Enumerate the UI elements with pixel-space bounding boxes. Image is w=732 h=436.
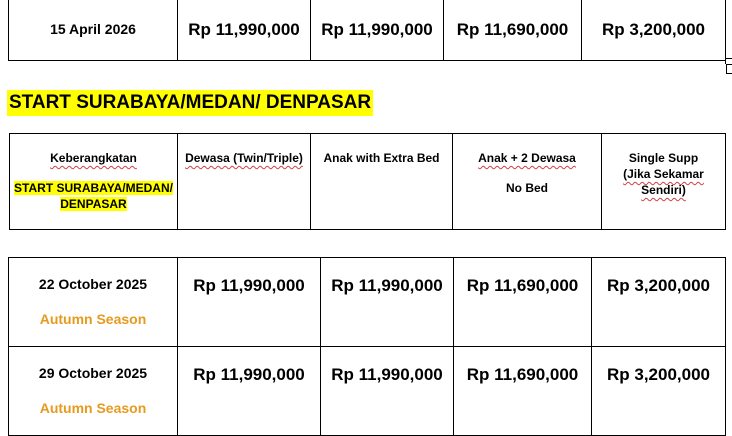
- price-single-supp: [582, 0, 726, 61]
- price-text: Rp 11,990,000: [193, 365, 305, 384]
- price-child-extra-bed: [321, 258, 454, 347]
- table-row: [9, 0, 726, 61]
- header-single-supp-text: Single Supp: [628, 151, 699, 165]
- price-child-no-bed: [454, 347, 592, 436]
- price-text: Rp 11,690,000: [456, 20, 569, 39]
- price-single-supp: [592, 347, 726, 436]
- price-text: Rp 11,690,000: [466, 276, 579, 295]
- price-text: Rp 11,690,000: [466, 365, 579, 384]
- price-text: Rp 3,200,000: [606, 365, 710, 384]
- price-child-extra-bed: [321, 347, 454, 436]
- header-adult: [178, 134, 311, 230]
- departure-date: 22 October 2025: [38, 276, 148, 292]
- header-row: [10, 134, 726, 230]
- price-child-no-bed: [444, 0, 582, 61]
- header-child-no-bed-text: Anak + 2 Dewasa: [478, 151, 576, 165]
- price-text: Rp 3,200,000: [601, 20, 705, 39]
- season-label: Autumn Season: [39, 400, 147, 416]
- header-departure-city: [10, 180, 177, 212]
- header-departure-label: [10, 150, 177, 166]
- price-text: Rp 3,200,000: [606, 276, 710, 295]
- price-text: Rp 11,990,000: [193, 276, 305, 295]
- header-departure: [10, 134, 178, 230]
- header-child-no-bed: [453, 134, 602, 230]
- header-single-supp-note: (Jika Sekamar: [623, 167, 704, 181]
- header-adult-text: Dewasa (Twin/Triple): [185, 151, 303, 165]
- price-table: [8, 257, 726, 436]
- header-departure-text: Keberangkatan: [50, 151, 137, 165]
- header-no-bed-text: No Bed: [506, 181, 548, 195]
- table-row: [9, 347, 726, 436]
- departure-cell: [9, 347, 178, 436]
- table-move-handle: [726, 64, 732, 74]
- header-table: [9, 133, 726, 230]
- price-adult: [178, 347, 321, 436]
- header-child-extra-bed-text: Anak with Extra Bed: [323, 151, 440, 165]
- departure-date: 29 October 2025: [38, 365, 148, 381]
- header-single-supp-note2: Sendiri): [641, 183, 686, 197]
- departure-date-text: 15 April 2026: [50, 21, 136, 37]
- table-row: [9, 258, 726, 347]
- season-label: Autumn Season: [39, 311, 147, 327]
- header-child-extra-bed: [311, 134, 453, 230]
- price-adult: [178, 0, 311, 61]
- price-text: Rp 11,990,000: [331, 276, 443, 295]
- price-text: Rp 11,990,000: [331, 365, 443, 384]
- price-text: Rp 11,990,000: [188, 20, 300, 39]
- price-child-extra-bed: [311, 0, 444, 61]
- departure-cell: [9, 258, 178, 347]
- price-adult: [178, 258, 321, 347]
- header-single-supp: [602, 134, 726, 230]
- top-price-table: [8, 0, 726, 61]
- section-title: START SURABAYA/MEDAN/ DENPASAR: [7, 90, 373, 116]
- price-single-supp: [592, 258, 726, 347]
- price-text: Rp 11,990,000: [321, 20, 433, 39]
- header-city-text: START SURABAYA/MEDAN/ DENPASAR: [14, 181, 173, 211]
- departure-date: [9, 0, 178, 61]
- price-child-no-bed: [454, 258, 592, 347]
